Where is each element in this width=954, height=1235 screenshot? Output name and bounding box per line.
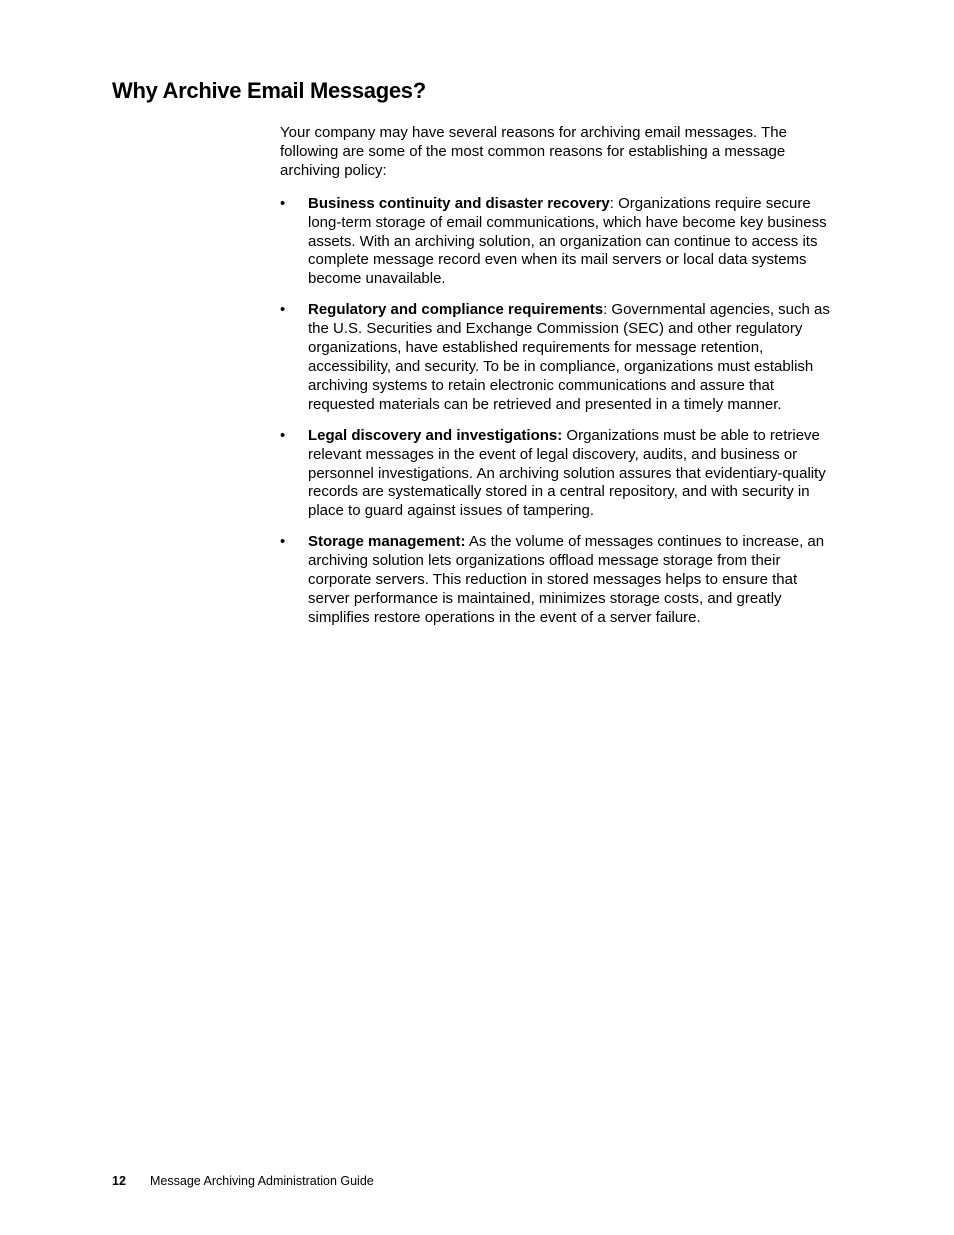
page-footer <box>112 1173 374 1189</box>
bullet-separator: : <box>609 194 619 212</box>
reasons-list <box>280 195 840 628</box>
bullet-term: Business continuity and disaster recovery <box>308 194 610 212</box>
bullet-separator: : <box>603 301 612 319</box>
bullet-text: Organizations require secure long-term storage of email communications, which have become key business assets. With an archiving solution, an organization can continue to access its complete message record even when its mail servers or local data systems become unavailable. <box>308 194 827 288</box>
bullet-icon: • <box>280 301 286 319</box>
bullet-icon: • <box>280 533 286 551</box>
list-item-regulatory-compliance <box>280 301 840 414</box>
bullet-text: As the volume of messages continues to increase, an archiving solution lets organizations offload message storage from their corporate servers. This reduction in stored messages helps to ensure that server performance is maintained, minimizes storage costs, and greatly simplifies restore operations in the event of a server failure. <box>308 533 825 626</box>
list-item-storage-management <box>280 533 840 628</box>
bullet-term: Regulatory and compliance requirements <box>308 301 604 319</box>
list-item-business-continuity <box>280 195 840 290</box>
bullet-text: Governmental agencies, such as the U.S. Securities and Exchange Commission (SEC) and other regulatory organizations, have established requirements for message retention, accessibility, and security. To be in compliance, organizations must establish archiving systems to retain electronic communications and assure that requested materials can be retrieved and presented in a timely manner. <box>308 301 830 413</box>
bullet-icon: • <box>280 426 286 444</box>
guide-title: Message Archiving Administration Guide <box>150 1174 374 1188</box>
page-title: Why Archive Email Messages? <box>112 78 426 103</box>
bullet-icon: • <box>280 194 286 212</box>
list-item-legal-discovery <box>280 427 840 522</box>
bullet-text: Organizations must be able to retrieve relevant messages in the event of legal discovery, audits, and business or personnel investigations. An archiving solution assures that evidentiary-quality records are systematically stored in a central repository, and with security in place to guard against issues of tampering. <box>308 426 826 520</box>
intro-paragraph: Your company may have several reasons for archiving email messages. The following are some of the most common reasons for establishing a message archiving policy: <box>280 124 787 179</box>
bullet-term: Legal discovery and investigations: <box>308 426 563 444</box>
bullet-term: Storage management: <box>308 533 466 551</box>
page-number: 12 <box>112 1174 126 1188</box>
body-content <box>280 124 840 640</box>
